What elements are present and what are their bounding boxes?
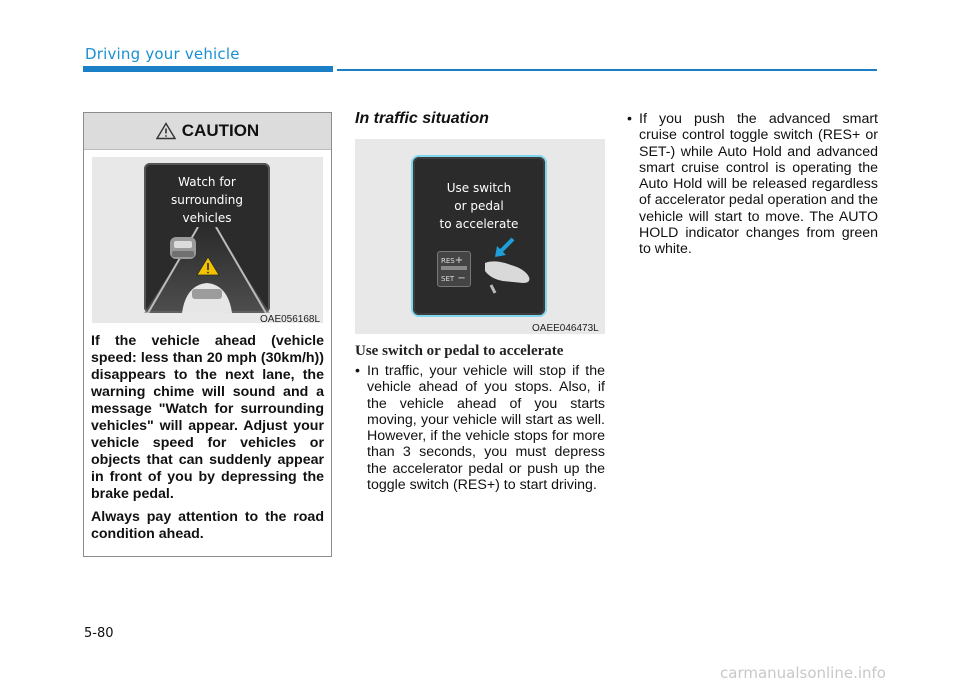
toggle-switch-graphic: RES+ SET − (437, 251, 471, 287)
screen-line-2: or pedal (454, 199, 504, 213)
cluster-display (413, 157, 545, 315)
caution-paragraph: If the vehicle ahead (vehicle speed: less than 20 mph (30km/h)) disappears to the next lane, the warning chime will sound and a message "Watch for surrounding vehicles" will appear. Adjust your vehicle speed for vehicles or objects that can suddenly appear in front of you by depressing the brake pedal. (91, 333, 324, 502)
header-rule-thin (337, 69, 877, 71)
switch-figure (355, 139, 605, 334)
list-item (355, 363, 605, 493)
screen-line-3: vehicles (182, 211, 232, 225)
caution-box (83, 112, 332, 557)
car-icon (170, 237, 196, 259)
bullet-text: If you push the advanced smart cruise control toggle switch (RES+ or SET-) while Auto Hold and advanced smart cruise control is operating the Auto Hold will be released regardless of accelerator pedal operation and the vehicle will start to move. The AUTO HOLD indicator changes from green to white. (639, 111, 878, 258)
caution-body (91, 333, 324, 549)
watermark: carmanualsonline.info (720, 664, 886, 682)
set-label: SET (441, 275, 455, 283)
warning-triangle-icon (156, 122, 176, 140)
arrow-icon (493, 235, 517, 259)
section-heading: Use switch or pedal to accelerate (355, 343, 564, 359)
bullet-dot: • (355, 363, 360, 379)
bullet-dot: • (627, 111, 632, 127)
caution-paragraph: Always pay attention to the road condition ahead. (91, 509, 324, 542)
screen-line-1: Watch for (178, 175, 236, 189)
bullet-text: In traffic, your vehicle will stop if the vehicle ahead of you stops. Also, if the vehicle ahead of you starts moving, your vehicle will start as well. However, if the vehicle stops for more than 3 seconds, you must depress the accelerator pedal or push up the toggle switch (RES+) to start driving. (367, 363, 605, 494)
figure-code: OAE056168L (260, 314, 321, 325)
caution-header (84, 113, 331, 150)
cluster-display (144, 163, 270, 313)
subheading: In traffic situation (355, 110, 489, 127)
header-rule-thick (83, 66, 333, 72)
screen-line-3: to accelerate (439, 217, 519, 231)
caution-title: CAUTION (181, 121, 260, 140)
caution-figure (92, 157, 323, 323)
screen-line-2: surrounding (171, 193, 243, 207)
page-number: 5-80 (84, 626, 114, 641)
list-item (627, 111, 878, 258)
figure-code: OAEE046473L (532, 323, 599, 334)
res-label: RES (441, 257, 455, 265)
pedal-foot-icon (481, 257, 533, 297)
right-body (627, 111, 878, 258)
middle-body (355, 363, 605, 493)
screen-line-1: Use switch (446, 181, 512, 195)
road-scene-illustration (144, 227, 270, 313)
section-title: Driving your vehicle (85, 45, 240, 63)
